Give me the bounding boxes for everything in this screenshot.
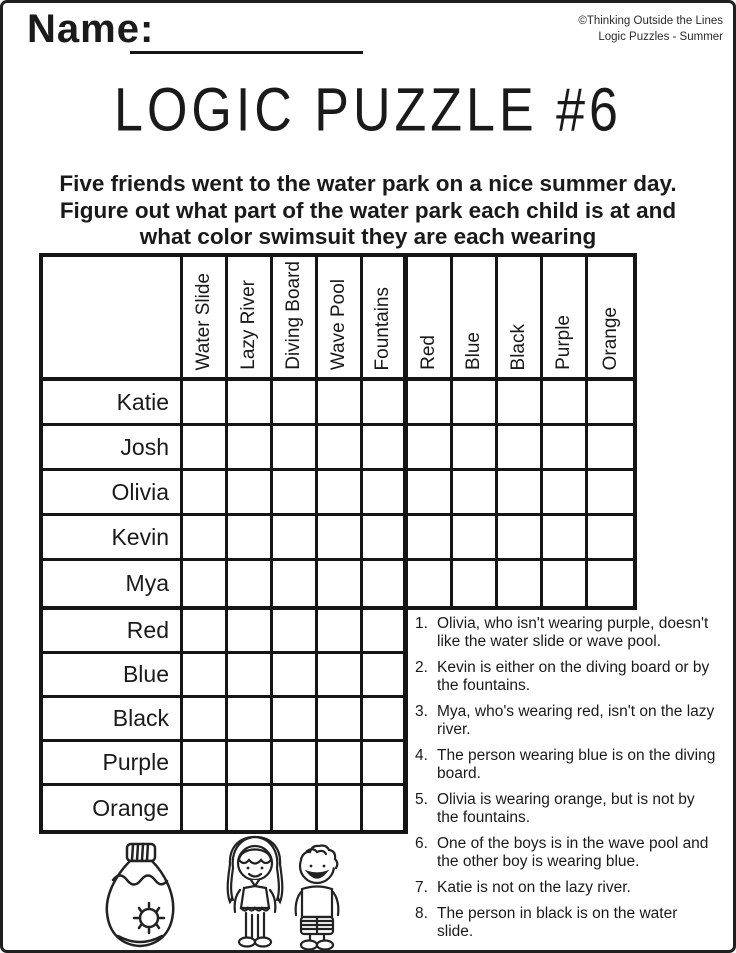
clue-item-4	[415, 747, 717, 783]
grid-row-katie	[43, 381, 633, 426]
grid-cell[interactable]	[498, 561, 543, 606]
grid-cell[interactable]	[228, 610, 273, 654]
grid-cell[interactable]	[228, 786, 273, 830]
clue-number: 4.	[415, 746, 428, 764]
grid-cell[interactable]	[318, 426, 363, 471]
grid-row-josh	[43, 426, 633, 471]
clue-item-1	[415, 615, 717, 651]
instructions	[3, 171, 733, 251]
grid-cell[interactable]	[318, 698, 363, 742]
grid-cell[interactable]	[183, 516, 228, 561]
column-header-label: Wave Pool	[328, 278, 349, 370]
clue-number: 1.	[415, 615, 428, 632]
column-header-water-slide	[183, 257, 228, 381]
column-header-label: Purple	[553, 315, 574, 370]
grid-cell[interactable]	[183, 471, 228, 516]
grid-row-blue	[43, 654, 403, 698]
clue-text: The person in black is on the water slide.	[437, 904, 678, 940]
instructions-line-2: Figure out what part of the water park each child is at and	[59, 197, 677, 223]
grid-cell[interactable]	[408, 471, 453, 516]
grid-cell[interactable]	[588, 561, 633, 606]
grid-cell[interactable]	[498, 426, 543, 471]
grid-cell[interactable]	[363, 698, 403, 742]
grid-cell[interactable]	[183, 698, 228, 742]
grid-cell[interactable]	[543, 426, 588, 471]
girl-in-swimsuit-icon	[221, 834, 289, 951]
grid-cell[interactable]	[453, 561, 498, 606]
clue-number: 5.	[415, 790, 428, 808]
grid-cell[interactable]	[228, 742, 273, 786]
grid-cell[interactable]	[318, 516, 363, 561]
grid-cell[interactable]	[228, 698, 273, 742]
grid-cell[interactable]	[543, 471, 588, 516]
grid-cell[interactable]	[408, 516, 453, 561]
grid-cell[interactable]	[363, 426, 408, 471]
grid-cell[interactable]	[363, 654, 403, 698]
grid-cell[interactable]	[318, 381, 363, 426]
grid-cell[interactable]	[273, 742, 318, 786]
grid-cell[interactable]	[228, 471, 273, 516]
sunscreen-bottle-icon	[96, 841, 184, 949]
grid-cell[interactable]	[273, 516, 318, 561]
grid-cell[interactable]	[363, 471, 408, 516]
clue-item-3	[415, 703, 717, 739]
column-header-red	[408, 257, 453, 381]
grid-cell[interactable]	[183, 654, 228, 698]
row-header-kevin: Kevin	[43, 516, 183, 561]
clue-text: One of the boys is in the wave pool and the other boy is wearing blue.	[437, 834, 709, 870]
clue-text: Katie is not on the lazy river.	[437, 878, 631, 896]
clue-number: 8.	[415, 904, 428, 922]
clue-text: The person wearing blue is on the diving board.	[437, 746, 716, 782]
grid-cell[interactable]	[318, 471, 363, 516]
grid-cell[interactable]	[318, 561, 363, 606]
column-header-purple	[543, 257, 588, 381]
grid-cell[interactable]	[363, 516, 408, 561]
column-header-label: Water Slide	[193, 272, 214, 370]
grid-header-row	[43, 257, 633, 381]
logic-grid-bottom-block	[39, 610, 408, 834]
row-header-blue: Blue	[43, 654, 183, 698]
grid-cell[interactable]	[453, 471, 498, 516]
grid-cell[interactable]	[273, 786, 318, 830]
row-header-orange: Orange	[43, 786, 183, 830]
grid-row-olivia	[43, 471, 633, 516]
grid-cell[interactable]	[228, 561, 273, 606]
grid-cell[interactable]	[228, 426, 273, 471]
grid-row-kevin	[43, 516, 633, 561]
name-input-line[interactable]	[130, 51, 363, 54]
clue-item-7	[415, 879, 717, 897]
grid-cell[interactable]	[273, 698, 318, 742]
clue-text: Olivia, who isn't wearing purple, doesn't like the water slide or wave pool.	[437, 615, 709, 650]
grid-row-orange	[43, 786, 403, 830]
grid-cell[interactable]	[228, 654, 273, 698]
row-header-katie: Katie	[43, 381, 183, 426]
grid-cell[interactable]	[363, 561, 408, 606]
row-header-black: Black	[43, 698, 183, 742]
row-header-red: Red	[43, 610, 183, 654]
name-label: Name:	[27, 7, 155, 51]
grid-cell[interactable]	[363, 786, 403, 830]
column-header-label: Black	[508, 323, 529, 370]
clue-number: 6.	[415, 834, 428, 852]
clue-item-6	[415, 835, 717, 871]
column-header-lazy-river	[228, 257, 273, 381]
column-header-fountains	[363, 257, 408, 381]
grid-cell[interactable]	[453, 381, 498, 426]
grid-cell[interactable]	[498, 516, 543, 561]
grid-cell[interactable]	[588, 426, 633, 471]
grid-cell[interactable]	[453, 426, 498, 471]
grid-cell[interactable]	[228, 516, 273, 561]
grid-cell[interactable]	[228, 381, 273, 426]
grid-cell[interactable]	[273, 654, 318, 698]
grid-cell[interactable]	[498, 471, 543, 516]
grid-cell[interactable]	[273, 610, 318, 654]
page-title: LOGIC PUZZLE #6	[114, 76, 622, 145]
column-header-black	[498, 257, 543, 381]
clue-number: 3.	[415, 702, 428, 720]
column-header-orange	[588, 257, 633, 381]
column-header-blue	[453, 257, 498, 381]
grid-cell[interactable]	[273, 561, 318, 606]
clue-item-2	[415, 659, 717, 695]
grid-cell[interactable]	[183, 610, 228, 654]
clue-text: Mya, who's wearing red, isn't on the lazy river.	[437, 702, 715, 738]
row-header-olivia: Olivia	[43, 471, 183, 516]
clue-text: Kevin is either on the diving board or by the fountains.	[437, 658, 710, 694]
grid-corner-cell	[43, 257, 183, 381]
grid-cell[interactable]	[588, 516, 633, 561]
grid-row-purple	[43, 742, 403, 786]
grid-cell[interactable]	[453, 516, 498, 561]
grid-cell[interactable]	[273, 471, 318, 516]
column-header-label: Orange	[599, 306, 621, 370]
grid-cell[interactable]	[318, 742, 363, 786]
column-header-wave-pool	[318, 257, 363, 381]
grid-cell[interactable]	[183, 786, 228, 830]
grid-cell[interactable]	[498, 381, 543, 426]
grid-cell[interactable]	[318, 610, 363, 654]
grid-row-mya	[43, 561, 633, 606]
clue-item-8	[415, 905, 717, 941]
grid-cell[interactable]	[588, 471, 633, 516]
grid-cell[interactable]	[363, 610, 403, 654]
clue-item-5	[415, 791, 717, 827]
grid-cell[interactable]	[183, 426, 228, 471]
row-header-mya: Mya	[43, 561, 183, 606]
clue-number: 7.	[415, 878, 428, 896]
grid-cell[interactable]	[318, 654, 363, 698]
column-header-label: Red	[418, 335, 439, 370]
grid-cell[interactable]	[408, 381, 453, 426]
clue-number: 2.	[415, 658, 428, 676]
grid-cell[interactable]	[408, 426, 453, 471]
copyright-line-2: Logic Puzzles - Summer	[598, 31, 723, 44]
grid-cell[interactable]	[408, 561, 453, 606]
grid-cell[interactable]	[588, 381, 633, 426]
instructions-line-1: Five friends went to the water park on a nice summer day.	[59, 171, 677, 196]
clue-text: Olivia is wearing orange, but is not by the fountains.	[437, 790, 695, 826]
column-header-label: Blue	[463, 331, 484, 370]
row-header-purple: Purple	[43, 742, 183, 786]
grid-row-black	[43, 698, 403, 742]
grid-cell[interactable]	[183, 742, 228, 786]
grid-cell[interactable]	[543, 516, 588, 561]
row-header-josh: Josh	[43, 426, 183, 471]
grid-cell[interactable]	[273, 426, 318, 471]
grid-cell[interactable]	[363, 381, 408, 426]
clues-list	[415, 615, 717, 949]
grid-cell[interactable]	[543, 381, 588, 426]
column-header-label: Lazy River	[238, 280, 259, 370]
grid-cell[interactable]	[543, 561, 588, 606]
column-header-diving-board	[273, 257, 318, 381]
grid-cell[interactable]	[273, 381, 318, 426]
grid-cell[interactable]	[363, 742, 403, 786]
logic-grid-top-block	[39, 253, 637, 610]
boy-in-swim-trunks-icon	[285, 839, 349, 951]
grid-row-red	[43, 610, 403, 654]
grid-cell[interactable]	[183, 561, 228, 606]
column-header-label: Fountains	[372, 286, 393, 370]
column-header-label: Diving Board	[283, 261, 304, 370]
instructions-line-3: what color swimsuit they are each wearing	[139, 224, 597, 250]
grid-cell[interactable]	[318, 786, 363, 830]
copyright	[578, 13, 723, 45]
copyright-line-1: ©Thinking Outside the Lines	[578, 15, 723, 27]
grid-cell[interactable]	[183, 381, 228, 426]
